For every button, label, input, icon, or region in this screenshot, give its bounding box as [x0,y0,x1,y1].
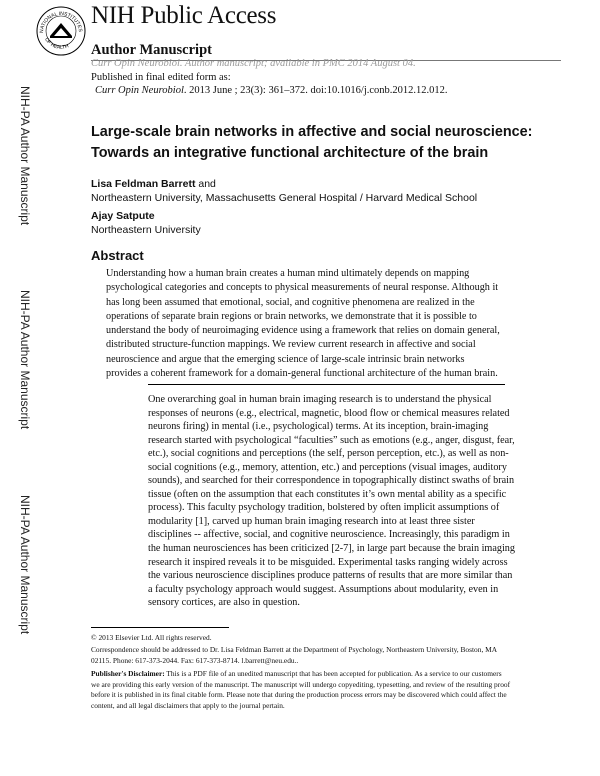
abstract-text: Understanding how a human brain creates a human mind ultimately depends on mapping psychological categories and concepts to physical measurements of neural response. Although it has long been assumed that emotional, social, and cognitive phenomena are realized in the operations of separate brain regions or brain networks, we demonstrate that it is possible to understand the body of neuroimaging evidence using a framework that relies on domain general, distributed structure-function mappings. We review current research in affective and social neuroscience and argue that the emerging science of large-scale intrinsic brain networks provides a coherent framework for a domain-general functional architecture of the human brain. [106,268,500,380]
author-affiliation: Northeastern University [91,224,201,236]
author-line [91,210,155,222]
publisher-disclaimer [91,669,511,711]
section-divider [148,384,505,385]
sidebar-label: NIH-PA Author Manuscript [18,86,32,226]
publication-details [95,85,448,96]
correspondence-note: Correspondence should be addressed to Dr. Lisa Feldman Barrett at the Department of Psychology, Northeastern University, Boston, MA 02115. Phone: 617-373-2044. Fax: 617-373-8714. l.barrett@neu.edu.. [91,645,497,665]
abstract-heading: Abstract [91,248,144,263]
logo-text: NATIONAL INSTITUTES [38,10,84,34]
published-note: Published in final edited form as: [91,72,231,83]
author-affiliation: Northeastern University, Massachusetts General Hospital / Harvard Medical School [91,192,478,204]
repository-title: NIH Public Access [91,2,277,29]
copyright-notice: © 2013 Elsevier Ltd. All rights reserved. [91,633,212,642]
disclaimer-label: Publisher's Disclaimer: [91,669,165,678]
nih-logo [36,6,86,56]
body-paragraph: One overarching goal in human brain imaging research is to understand the physical responses of neurons (e.g., electrical, magnetic, blood flow or chemical measures related neurons firing) in mental (i.e., psychological) terms. At its inception, brain-imaging research started with psychological “faculties” such as emotions (e.g., anger, disgust, fear, etc.), social cognitions and perceptions (the self, person perception, etc.), as well as non-social cognitions (e.g., memory, attention, etc.) and perceptions (visual images, auditory sounds), and searched for their correspondence in topographically distinct swaths of brain tissue (often on the assumption that each constitutes it’s own mental ability as a specific process). This faculty psychology tradition, bolstered by often implicit assumptions of modularity [1], carved up human brain imaging research into at least three sister disciplines -- affective, social, and cognitive neuroscience. Increasingly, this paradigm in the human neurosciences has been criticized [2-7], in large part because the brain imaging research it inspired reveals it to be misguided. Experimental tasks ranging widely across the various neuroscience disciplines produce patterns of results that are more similar than a faculty psychology approach would suggest. Assumptions about modularity, even in sensory cortices, are also in question. [148,394,515,609]
manuscript-type: Author Manuscript [91,42,212,58]
journal-name: Curr Opin Neurobiol [95,85,184,96]
paper-title: Large-scale brain networks in affective and social neuroscience: Towards an integrative functional architecture of the brain [91,124,533,161]
footnote-divider [91,627,229,628]
publication-info: . 2013 June ; 23(3): 361–372. doi:10.1016/j.conb.2012.12.012. [183,85,448,96]
svg-text:OF HEALTH: OF HEALTH [43,36,70,51]
header-citation: Curr Opin Neurobiol. Author manuscript; available in PMC 2014 August 04. [91,58,416,69]
author-conjunction: and [195,178,216,190]
author-name: Lisa Feldman Barrett [91,178,196,190]
sidebar-label: NIH-PA Author Manuscript [18,495,32,635]
author-line [91,178,216,190]
disclaimer-text: This is a PDF file of an unedited manuscript that has been accepted for publication. As a service to our customers we are providing this early version of the manuscript. The manuscript will undergo copyediting, typesetting, and review of the resulting proof before it is published in its final citable form. Please note that during the production process errors may be discovered which could affect the content, and all legal disclaimers that apply to the journal pertain. [91,669,511,710]
author-name: Ajay Satpute [91,210,155,222]
sidebar-label: NIH-PA Author Manuscript [18,290,32,430]
